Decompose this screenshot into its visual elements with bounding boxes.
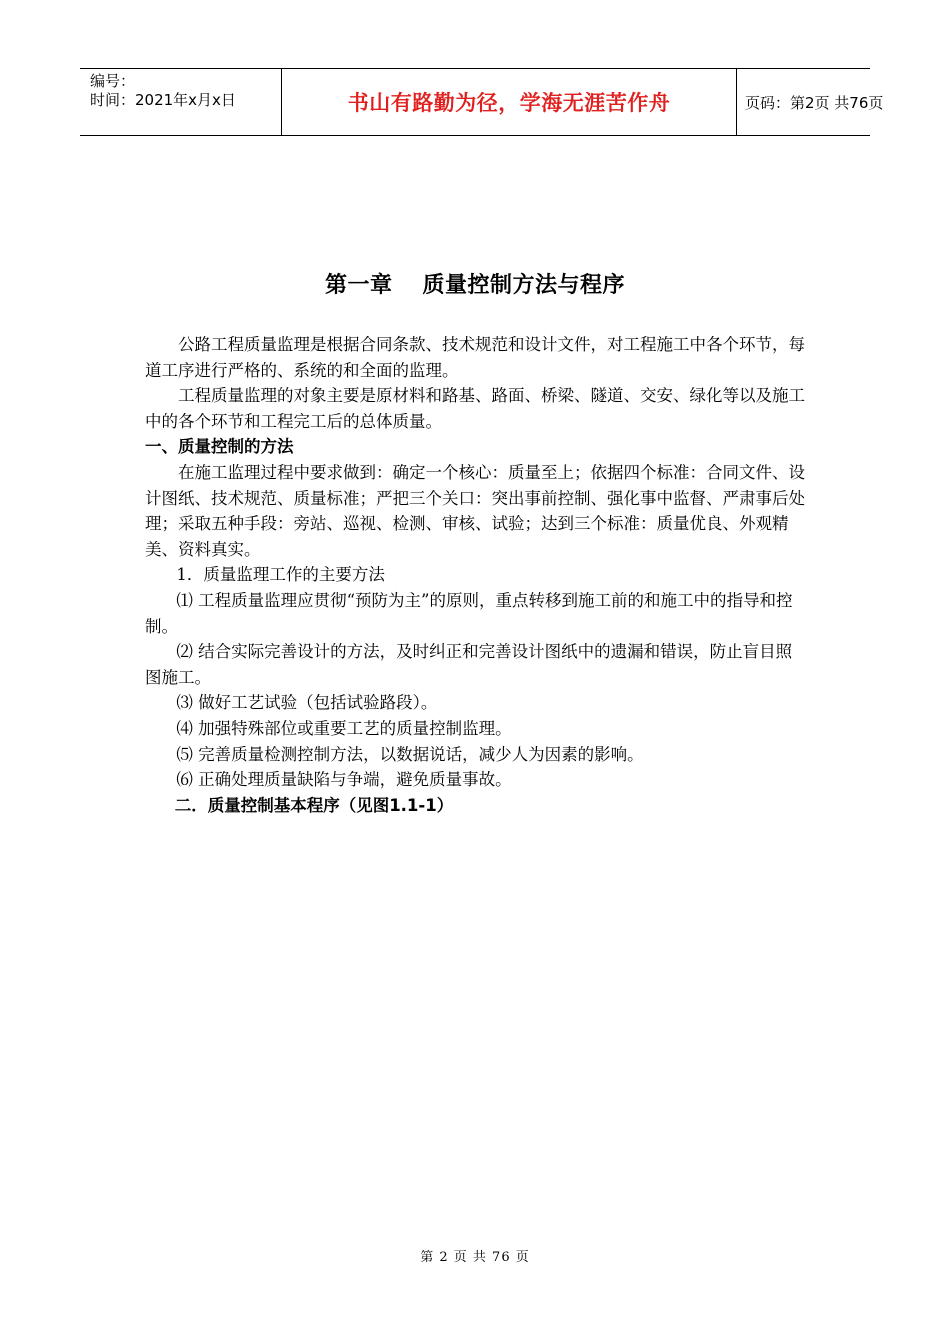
page-header — [80, 68, 884, 136]
document-date-label: 时间：2021年x月x日 — [90, 91, 236, 109]
list-item: ⑸ 完善质量检测控制方法，以数据说话，减少人为因素的影响。 — [176, 744, 644, 764]
header-meta — [80, 69, 280, 135]
chapter-number: 第一章 — [324, 273, 393, 298]
chapter-name: 质量控制方法与程序 — [422, 273, 626, 298]
list-item: ⑵ 结合实际完善设计的方法，及时纠正和完善设计图纸中的遗漏和错误，防止盲目照图施工。 — [145, 642, 793, 687]
page-footer: 第 2 页 共 76 页 — [420, 1250, 530, 1265]
chapter-title — [0, 268, 950, 299]
list-item: ⑷ 加强特殊部位或重要工艺的质量控制监理。 — [176, 718, 512, 738]
paragraph-scope: 工程质量监理的对象主要是原材料和路基、路面、桥梁、隧道、交安、绿化等以及施工中的各个环节和工程完工后的总体质量。 — [145, 386, 805, 431]
document-number-label: 编号： — [90, 72, 136, 90]
list-item: ⑶ 做好工艺试验（包括试验路段）。 — [176, 693, 438, 713]
subsection-heading: 1．质量监理工作的主要方法 — [176, 565, 385, 585]
header-motto: 书山有路勤为径，学海无涯苦作舟 — [281, 69, 737, 135]
list-item: ⑹ 正确处理质量缺陷与争端，避免质量事故。 — [176, 770, 512, 790]
section-heading-procedure: 二．质量控制基本程序（见图1.1-1） — [174, 795, 454, 815]
list-item: ⑴ 工程质量监理应贯彻“预防为主”的原则，重点转移到施工前的和施工中的指导和控制。 — [145, 590, 793, 636]
document-body — [145, 332, 805, 818]
paragraph-intro: 公路工程质量监理是根据合同条款、技术规范和设计文件，对工程施工中各个环节，每道工序进行严格的、系统的和全面的监理。 — [145, 335, 805, 380]
header-page-info: 页码：第2页 共76页 — [745, 93, 884, 112]
paragraph-requirements: 在施工监理过程中要求做到：确定一个核心：质量至上；依据四个标准：合同文件、设计图纸、技术规范、质量标准；严把三个关口：突出事前控制、强化事中监督、严肃事后处理；采取五种手段：旁站、巡视、检测、审核、试验；达到三个标准：质量优良、外观精美、资料真实。 — [145, 462, 805, 559]
section-heading-methods: 一、质量控制的方法 — [145, 437, 294, 457]
